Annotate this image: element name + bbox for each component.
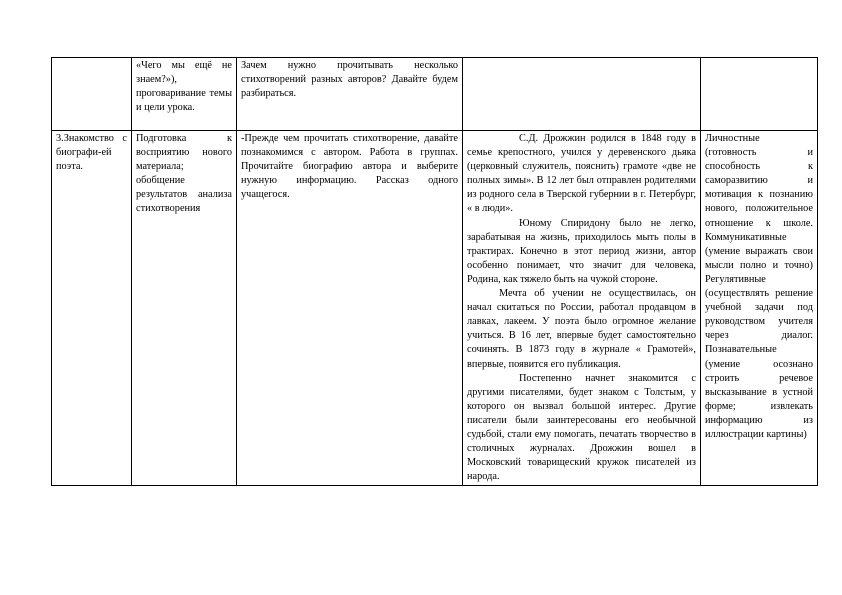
teacher-cell: [237, 131, 463, 486]
goal-cell: [132, 58, 237, 131]
teacher-text: -Прежде чем прочитать стихотворение, давайте познакомимся с автором. Работа в группах. Прочитайте биографию автора и выберите нужную информацию. Рассказ одного учащегося.: [241, 133, 458, 201]
lesson-plan-table: [51, 57, 818, 486]
uud-cell: [701, 131, 818, 486]
students-cell: [463, 58, 701, 131]
biography-paragraph: С.Д. Дрожжин родился в 1848 году в семье крепостного, учился у деревенского дьяка (церковный служитель, пояснить) грамоте «две не полных зимы». В 12 лет был отправлен родителями из родного села в Тверской губернии в г. Петербург, « в люди».: [467, 133, 696, 215]
table-row: [52, 131, 818, 486]
stage-text: 3.Знакомство с биографи-ей поэта.: [56, 133, 127, 173]
uud-cell: [701, 58, 818, 131]
teacher-text: Зачем нужно прочитывать несколько стихотворений разных авторов? Давайте будем разбираться.: [241, 60, 458, 100]
biography-paragraph: Мечта об учении не осуществилась, он начал скитаться по России, работал продавцом в лавках, лакеем. У поэта было огромное желание учиться. В 16 лет, впервые будет самостоятельно сочинять. В 1873 году в журнале « Грамотей», впервые, появится его публикация.: [467, 288, 696, 370]
goal-cell: [132, 131, 237, 486]
table-row: [52, 58, 818, 131]
goal-text: «Чего мы ещё не знаем?»), проговаривание темы и цели урока.: [136, 60, 232, 114]
stage-cell: [52, 58, 132, 131]
biography-paragraph: Постепенно начнет знакомится с другими писателями, будет знаком с Толстым, у которого он вызвал большой интерес. Другие писатели были заинтересованы его необычной судьбой, стали ему помогать, печатать творчество в столичных журналах. Дрожжин вошел в Московский товарищеский кружок писателей из народа.: [467, 372, 696, 483]
students-cell: [463, 131, 701, 486]
goal-text: Подготовка к восприятию нового материала; обобщение результатов анализа стихотворения: [136, 133, 232, 215]
stage-cell: [52, 131, 132, 486]
uud-text: Личностные (готовность и способность к саморазвитию и мотивация к познанию нового, положительное отношение к школе. Коммуникативные (умение выражать свои мысли полно и точно) Регулятивные (осуществлять решение учебной задачи под руководством учителя через диалог. Познавательные (умение осознано строить речевое высказывание в устной форме; извлекать информацию из иллюстрации картины): [705, 133, 813, 440]
teacher-cell: [237, 58, 463, 131]
biography-paragraph: Юному Спиридону было не легко, зарабатывая на жизнь, приходилось мыть полы в трактирах. Конечно в этот период жизни, автор особенно понимает, что значит для человека, Родина, как тяжело быть на чужой стороне.: [467, 217, 696, 285]
